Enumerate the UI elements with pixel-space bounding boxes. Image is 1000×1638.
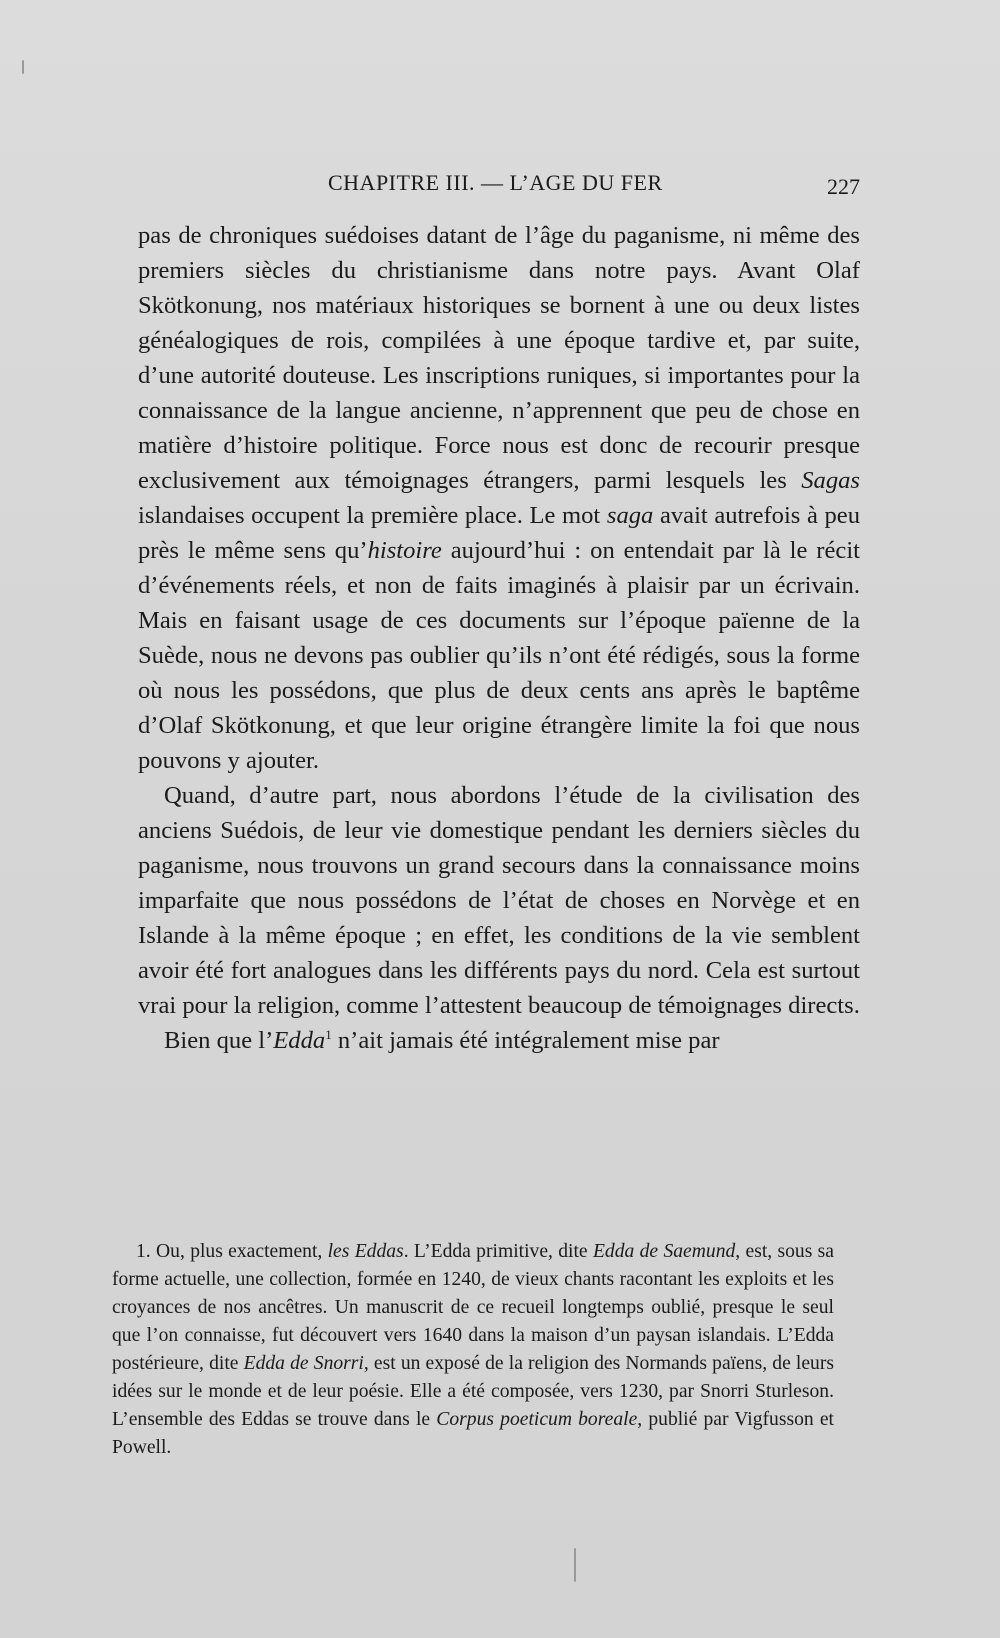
footnote-text-e: , publié par Vigfusson et Powell. [112, 1409, 834, 1458]
paragraph-1-text-c: avait autrefois à peu près le même sens qu’ [138, 502, 860, 564]
footnote-italic-les-eddas: les Eddas [327, 1241, 404, 1262]
paragraph-1-italic-histoire: histoire [367, 537, 442, 564]
paper-speck-top [22, 60, 24, 74]
running-title: CHAPITRE III. — L’AGE DU FER [328, 170, 663, 195]
footnote-italic-edda-de-snorri: Edda de Snorri [243, 1353, 364, 1374]
footnote-text-b: . L’Edda primitive, dite [403, 1241, 593, 1262]
footnote-italic-edda-de-saemund: Edda de Saemund [592, 1241, 736, 1262]
footnote-number: 1. [136, 1241, 151, 1262]
body-text [138, 218, 860, 1058]
footnote-reference: 1 [325, 1026, 332, 1042]
paper-speck-bottom [574, 1548, 576, 1582]
paragraph-1-text-d: aujourd’hui : on entendait par là le récit d’événements réels, et non de faits imaginés à plaisir par un écrivain. Mais en faisant usage de ces documents sur l’époque païenne de la Suède, nous ne devons pas oublier qu’ils n’ont été rédigés, sous la forme où nous les possédons, que plus de deux cents ans après le baptême d’Olaf Skötkonung, et que leur origine étrangère limite la foi que nous pouvons y ajouter. [138, 537, 860, 774]
page-header [138, 170, 860, 204]
page-number: 227 [827, 174, 860, 199]
paragraph-1-italic-saga: saga [606, 502, 654, 529]
footnote-1 [112, 1238, 834, 1462]
paragraph-3 [138, 1023, 860, 1058]
paragraph-1-text-a: pas de chroniques suédoises datant de l’âge du paganisme, ni même des premiers siècles du christianisme dans notre pays. Avant Olaf Skötkonung, nos matériaux historiques se bornent à une ou deux listes généalogiques de rois, compilées à une époque tardive et, par suite, d’une autorité douteuse. Les inscriptions runiques, si importantes pour la connaissance de la langue ancienne, n’apprennent que peu de chose en matière d’histoire politique. Force nous est donc de recourir presque exclusivement aux témoignages étrangers, parmi lesquels les [138, 222, 860, 494]
paragraph-1-text-b: islandaises occupent la première place. Le mot [138, 502, 607, 529]
paragraph-1-italic-sagas: Sagas [801, 467, 860, 494]
footnote-text-c: , est, sous sa forme actuelle, une collection, formée en 1240, de vieux chants racontant les exploits et les croyances de nos ancêtres. Un manuscrit de ce recueil longtemps oublié, presque le seul que l’on connaisse, fut découvert vers 1640 dans la maison d’un paysan islandais. L’Edda postérieure, dite [112, 1241, 834, 1374]
footnotes [112, 1238, 834, 1462]
paragraph-2: Quand, d’autre part, nous abordons l’étude de la civilisation des anciens Suédois, de leur vie domestique pendant les derniers siècles du paganisme, nous trouvons un grand secours dans la connaissance moins imparfaite que nous possédons de l’état de choses en Norvège et en Islande à la même époque ; en effet, les conditions de la vie semblent avoir été fort analogues dans les différents pays du nord. Cela est surtout vrai pour la religion, comme l’attestent beaucoup de témoignages directs. [138, 782, 860, 1019]
footnote-text-d: , est un exposé de la religion des Normands païens, de leurs idées sur le monde et de leur poésie. Elle a été composée, vers 1230, par Snorri Sturleson. L’ensemble des Eddas se trouve dans le [112, 1353, 834, 1430]
footnote-text-a: Ou, plus exactement, [150, 1241, 328, 1262]
paragraph-1 [138, 218, 860, 778]
paragraph-3-text-a: Bien que l’ [164, 1027, 274, 1054]
paragraph-3-italic-edda: Edda [273, 1027, 326, 1054]
paragraph-3-text-b: n’ait jamais été intégralement mise par [331, 1027, 720, 1054]
footnote-italic-corpus: Corpus poeticum boreale [436, 1409, 638, 1430]
